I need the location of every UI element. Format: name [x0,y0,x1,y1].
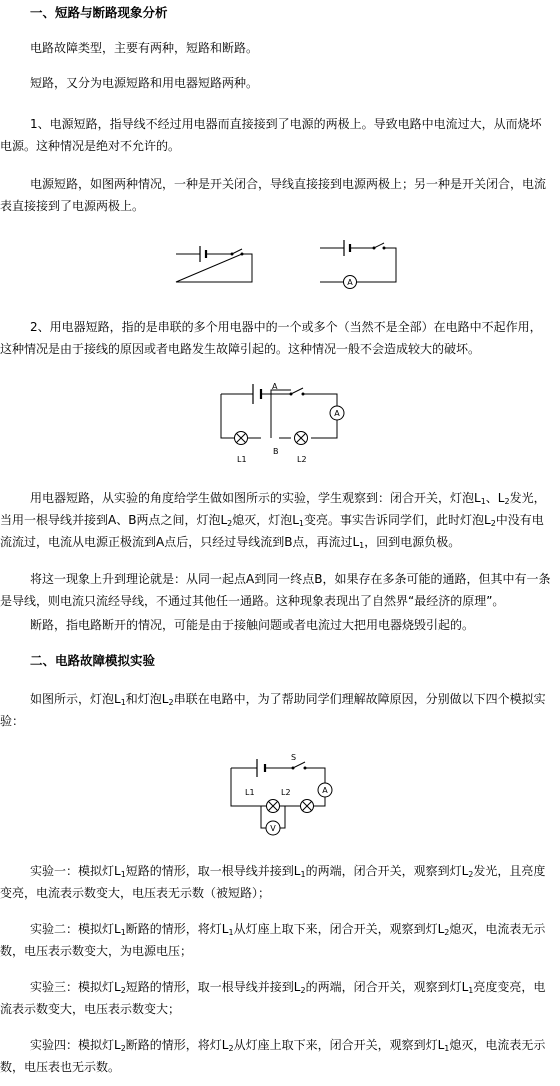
paragraph-power-short-cases-line2: 表直接接到了电源两极上。 [0,199,145,213]
experiment-4-line1: 实验四：模拟灯$L_2$断路的情形，将灯$L_2$从灯座上取下来，闭合开关，观察到灯$L_1$熄灭，电流表无示 [30,1038,546,1053]
appliance-short-circuit-diagram [215,378,355,468]
paragraph-experiment-line2: 当用一根导线并接到A、B两点之间，灯泡$L_2$熄灭，灯泡$L_1$变亮。事实告诉同学们，此时灯泡$L_2$中没有电 [0,513,544,528]
lamp-l2-label: L2 [297,455,307,464]
paragraph-power-short-cases-line1: 电源短路，如图两种情况，一种是开关闭合，导线直接接到电源两极上；另一种是开关闭合，电流 [30,177,547,191]
paragraph-short-types: 短路，又分为电源短路和用电器短路两种。 [30,76,259,90]
experiment-2-line2: 数，电压表示数变大，为电源电压； [0,944,193,958]
paragraph-power-short-line1: 1、电源短路，指导线不经过用电器而直接接到了电源的两极上。导致电路中电流过大，从而烧坏 [30,117,542,131]
lamp-l1-label: L1 [237,455,247,464]
power-short-circuit-diagram-2 [310,232,410,292]
ammeter-label: A [347,278,353,287]
ammeter-label: A [334,409,340,418]
point-b-label: B [273,447,279,456]
experiment-3-line1: 实验三：模拟灯$L_2$短路的情形，取一根导线并接到$L_2$的两端，闭合开关，观察到灯$L_1$亮度变亮，电 [30,980,546,995]
voltmeter-label: V [270,824,276,833]
experiment-4-line2: 数，电压表也无示数。 [0,1060,121,1074]
paragraph-open-circuit: 断路，指电路断开的情况，可能是由于接触问题或者电流过大把用电器烧毁引起的。 [30,618,475,632]
paragraph-fault-types: 电路故障类型，主要有两种，短路和断路。 [30,41,259,55]
simulation-circuit-diagram [225,753,345,846]
power-short-circuit-diagram-1 [170,236,260,286]
paragraph-sim-intro-line2: 验： [0,714,25,728]
paragraph-power-short-line2: 电源。这种情况是绝对不允许的。 [0,139,181,153]
switch-s-label: S [291,753,297,762]
point-a-label: A [272,382,278,391]
section2-heading: 二、电路故障模拟实验 [30,653,156,668]
experiment-1-line1: 实验一：模拟灯$L_1$短路的情形，取一根导线并接到$L_1$的两端，闭合开关，观察到灯$L_2$发光，且亮度 [30,864,546,879]
paragraph-experiment-line3: 流流过，电流从电源正极流到A点后，只经过导线流到B点，再流过$L_1$，回到电源负极。 [0,535,461,550]
section1-heading: 一、短路与断路现象分析 [30,5,168,20]
paragraph-appliance-short-line2: 这种情况是由于接线的原因或者电路发生故障引起的。这种情况一般不会造成较大的破坏。 [0,342,481,356]
lamp-l2-label: L2 [281,788,291,797]
experiment-3-line2: 流表示数变大，电压表示数变大； [0,1002,181,1016]
paragraph-theory-line2: 是导线，则电流只流经导线，不通过其他任一通路。这种现象表现出了自然界“最经济的原理”。 [0,594,505,608]
experiment-2-line1: 实验二：模拟灯$L_1$断路的情形，将灯$L_1$从灯座上取下来，闭合开关，观察到灯$L_2$熄灭，电流表无示 [30,922,546,937]
paragraph-experiment-line1: 用电器短路，从实验的角度给学生做如图所示的实验，学生观察到：闭合开关，灯泡$L_1$、$L_2$发光， [30,491,546,506]
ammeter-label: A [322,786,328,795]
paragraph-sim-intro-line1: 如图所示，灯泡$L_1$和灯泡$L_2$串联在电路中，为了帮助同学们理解故障原因，分别做以下四个模拟实 [30,692,546,707]
paragraph-appliance-short-line1: 2、用电器短路，指的是串联的多个用电器中的一个或多个（当然不是全部）在电路中不起作用， [30,320,542,334]
experiment-1-line2: 变亮，电流表示数变大，电压表无示数（被短路）； [0,886,271,900]
paragraph-theory-line1: 将这一现象上升到理论就是：从同一起点A到同一终点B，如果存在多条可能的通路，但其中有一条 [30,572,551,586]
lamp-l1-label: L1 [245,788,255,797]
